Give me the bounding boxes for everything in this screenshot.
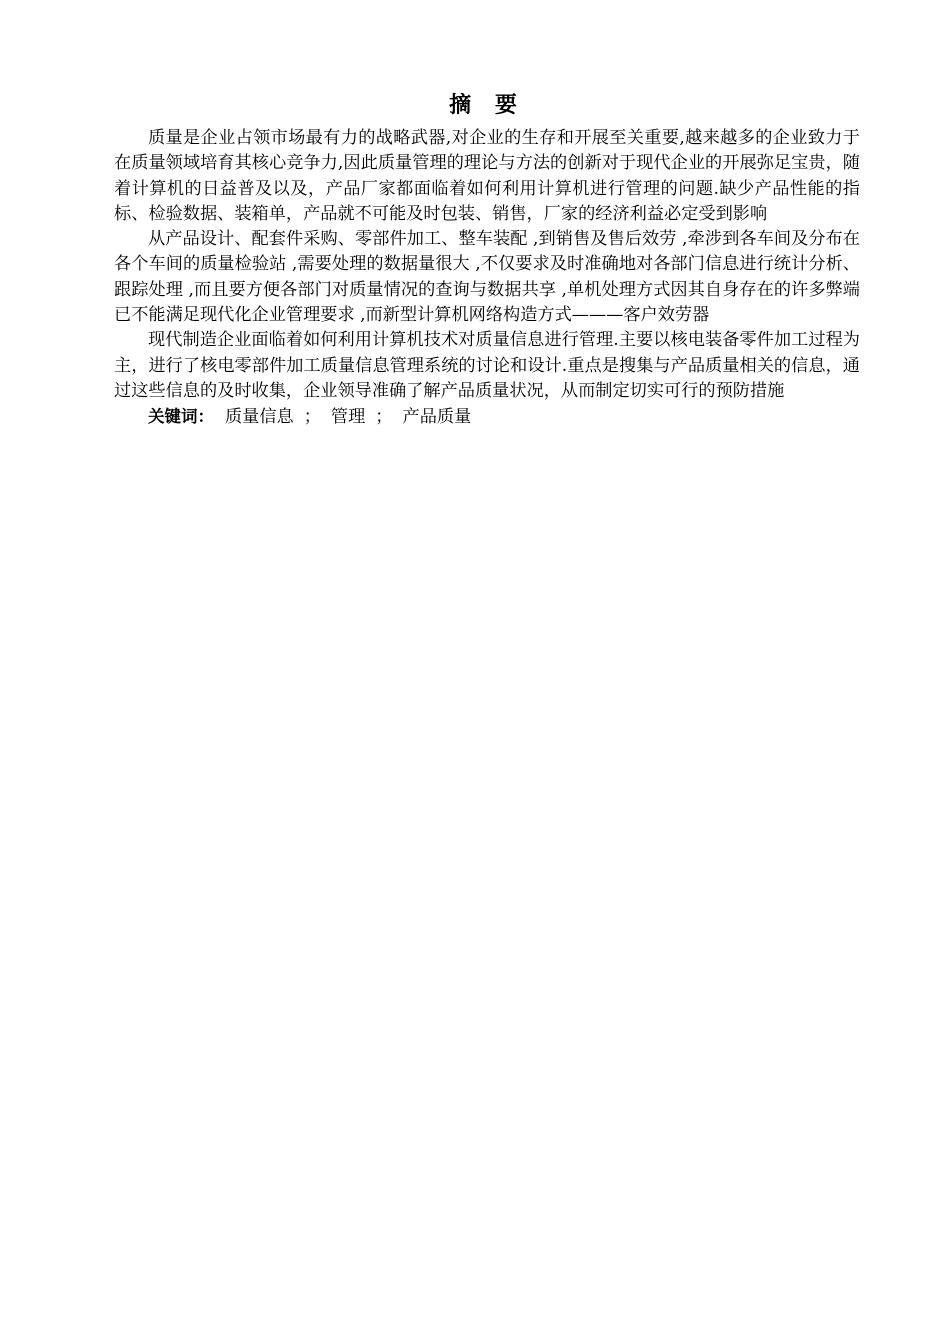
keyword-item: 质量信息 — [224, 407, 294, 428]
keyword-item: 管理 — [330, 407, 366, 428]
abstract-paragraph-1: 质量是企业占领市场最有力的战略武器,对企业的生存和开展至关重要,越来越多的企业致力于在质量领域培育其核心竞争力,因此质量管理的理论与方法的创新对于现代企业的开展弥足宝贵，随着计算机的日益普及以及，产品厂家都面临着如何利用计算机进行管理的问题.缺少产品性能的指标、检验数据、装箱单，产品就不可能及时包装、销售，厂家的经济利益必定受到影响 — [114, 128, 860, 224]
keyword-item: 产品质量 — [402, 407, 472, 428]
keyword-separator: ； — [375, 407, 393, 428]
abstract-paragraph-2: 从产品设计、配套件采购、零部件加工、整车装配 ,到销售及售后效劳 ,牵涉到各车间及分布在各个车间的质量检验站 ,需要处理的数据量很大 ,不仅要求及时准确地对各部门信息进行统计分析、跟踪处理 ,而且要方便各部门对质量情况的查询与数据共享 ,单机处理方式因其自身存在的许多弊端已不能满足现代化企业管理要求 ,而新型计算机网络构造方式———客户效劳器 — [114, 229, 860, 326]
keywords-line — [114, 404, 860, 430]
keywords-label: 关键词： — [148, 407, 214, 427]
keyword-separator: ； — [303, 407, 321, 428]
abstract-body — [114, 126, 860, 431]
abstract-title: 摘 要 — [449, 93, 525, 118]
abstract-paragraph-3: 现代制造企业面临着如何利用计算机技术对质量信息进行管理.主要以核电装备零件加工过程为主，进行了核电零部件加工质量信息管理系统的讨论和设计.重点是搜集与产品质量相关的信息，通过这些信息的及时收集，企业领导准确了解产品质量状况，从而制定切实可行的预防措施 — [114, 330, 860, 401]
